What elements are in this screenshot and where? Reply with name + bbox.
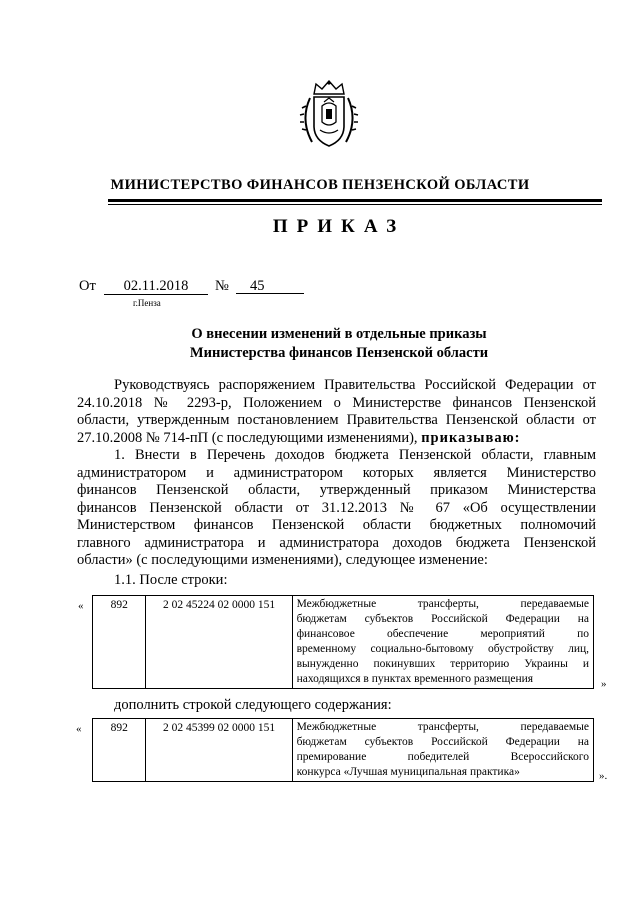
row-1-close-quote: » (601, 678, 607, 690)
income-description-cell (292, 596, 593, 689)
order-keyword: приказываю: (421, 429, 521, 446)
penza-coat-of-arms-icon (298, 80, 360, 150)
city-name: г.Пенза (133, 298, 161, 308)
table-row (93, 719, 594, 782)
item-1-line: области» (с последующими изменениями), следующее изменение: (77, 552, 488, 568)
row-1-open-quote: « (78, 600, 84, 612)
item-1-line: главного администратора и администратора доходов бюджета Пензенской (77, 534, 596, 551)
item-1-line: администратором и администратором которых является Министерство (77, 464, 596, 481)
item-1-line: Министерством финансов Пензенской области бюджетных полномочий (77, 517, 596, 533)
preamble-line (77, 430, 596, 448)
item-1-line: 1. Внести в Перечень доходов бюджета Пензенской области, главным (114, 447, 596, 463)
description-line: вынужденно покинувших территорию Украины и (296, 658, 589, 670)
table-row (93, 596, 594, 689)
description-line: бюджетам субъектов Российской Федерации на (296, 736, 589, 748)
income-code-cell: 2 02 45224 02 0000 151 (146, 596, 292, 689)
income-table-new (92, 718, 594, 782)
row-2-open-quote: « (76, 723, 82, 735)
heading-line: О внесении изменений в отдельные приказы (191, 326, 487, 342)
item-1-paragraph (77, 447, 596, 570)
date-label: От (79, 278, 96, 294)
description-line: бюджетам субъектов Российской Федерации на (296, 613, 589, 625)
document-type-title: ПРИКАЗ (272, 216, 406, 237)
description-line: финансовое обеспечение мероприятий по (296, 628, 589, 640)
income-table-existing (92, 595, 594, 689)
income-description-cell (292, 719, 593, 782)
preamble-line: области, утвержденным постановлением Правительства Пензенской области от (77, 412, 596, 428)
preamble-line: Руководствуясь распоряжением Правительства Российской Федерации от (114, 377, 596, 393)
header-rule-thick (108, 199, 602, 202)
order-number: 45 (236, 278, 304, 294)
description-line: Межбюджетные трансферты, передаваемые (296, 598, 589, 610)
description-line: временному социально-бытовому обустройству лиц, (296, 643, 589, 655)
item-1-1-label: 1.1. После строки: (114, 572, 228, 588)
income-code-cell: 2 02 45399 02 0000 151 (146, 719, 292, 782)
description-line: конкурса «Лучшая муниципальная практика» (296, 766, 520, 778)
preamble-line: 24.10.2018 № 2293-р, Положением о Министерстве финансов Пензенской (77, 394, 596, 411)
ministry-name: МИНИСТЕРСТВО ФИНАНСОВ ПЕНЗЕНСКОЙ ОБЛАСТИ (110, 177, 530, 193)
admin-code-cell: 892 (93, 719, 146, 782)
order-date: 02.11.2018 (104, 278, 208, 295)
admin-code-cell: 892 (93, 596, 146, 689)
row-2-close-quote: ». (599, 770, 608, 782)
supplement-label: дополнить строкой следующего содержания: (114, 697, 392, 713)
preamble-last-text: 27.10.2008 № 714-пП (с последующими изменениями), (77, 429, 422, 446)
preamble-paragraph (77, 377, 596, 447)
order-heading (0, 325, 640, 363)
header-rule-thin (108, 204, 602, 205)
description-line: находящихся в пунктах временного размещения (296, 673, 534, 685)
item-1-line: финансов Пензенской области от 31.12.2013 № 67 «Об осуществлении (77, 499, 596, 516)
description-line: премирование победителей Всероссийского (296, 751, 589, 763)
item-1-line: финансов Пензенской области, утвержденный приказом Министерства (77, 482, 596, 498)
heading-line: Министерства финансов Пензенской области (189, 345, 489, 361)
number-label: № (215, 278, 229, 294)
description-line: Межбюджетные трансферты, передаваемые (296, 721, 589, 733)
